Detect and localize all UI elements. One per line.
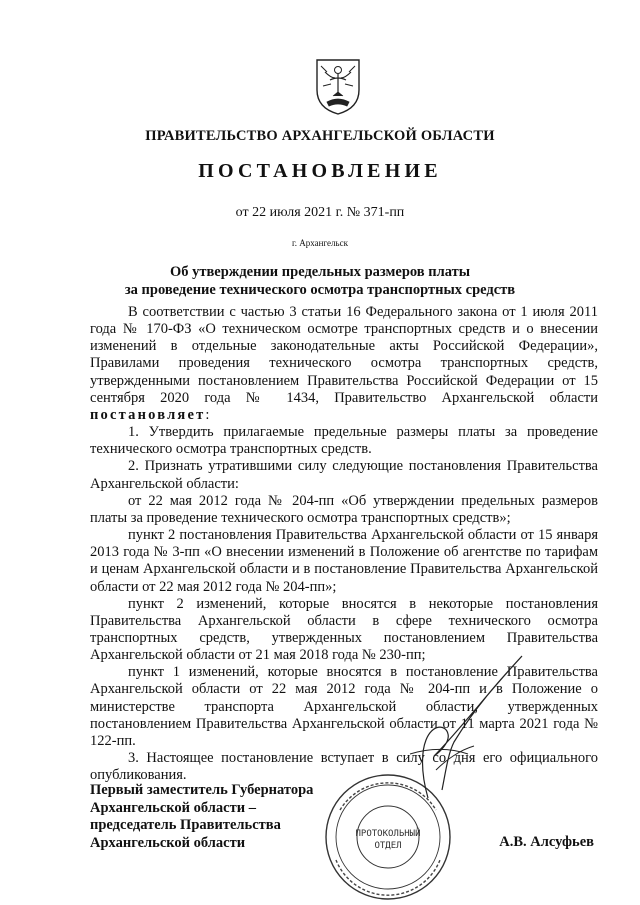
- handwritten-signature: [350, 650, 530, 800]
- subject-line-1: Об утверждении предельных размеров платы: [169, 264, 471, 280]
- paragraph-1: 1. Утвердить прилагаемые предельные размеры платы за проведение технического осмотра транспортных средств.: [90, 424, 598, 458]
- subject-line-2: за проведение технического осмотра транспортных средств: [124, 282, 516, 298]
- position-line-4: Архангельской области: [90, 834, 246, 851]
- position-line-3: председатель Правительства: [90, 817, 281, 833]
- document-date-number: от 22 июля 2021 г. № 371-пп: [235, 205, 405, 220]
- paragraph-2c: пункт 2 изменений, которые вносятся в некоторые постановления Правительства Архангельской области в сфере технического осмотра транспортных средств, утвержденных постановлением Правительства Архангельской области от 21 мая 2018 года № 230-пп;: [90, 595, 598, 664]
- paragraph-2d: пункт 1 изменений, которые вносятся в постановление Правительства Архангельской области от 22 мая 2012 года № 204-пп и в Положение о министерстве транспорта Архангельской области, утвержденных постановлением Правительства Архангельской области от 11 марта 2021 года № 122-пп.: [90, 664, 598, 749]
- document-subject: [0, 263, 640, 299]
- document-city: г. Архангельск: [292, 238, 348, 248]
- position-line-1: Первый заместитель Губернатора: [90, 782, 314, 798]
- document-type-title: ПОСТАНОВЛЕНИЕ: [198, 160, 442, 182]
- intro-text: В соответствии с частью 3 статьи 16 Федерального закона от 1 июля 2011 года № 170-ФЗ «О техническом осмотре транспортных средств и о внесении изменений в отдельные законодательные акты Российской Федерации», Правилами проведения технического осмотра транспортных средств, утвержденными постановлением Правительства Российской Федерации от 15 сентября 2020 года № 1434, Правительство Архангельской области: [90, 304, 598, 406]
- coat-of-arms-icon: [313, 56, 363, 116]
- signatory-position: [90, 782, 313, 852]
- stamp-center-line-1: ПРОТОКОЛЬНЫЙ: [355, 829, 421, 839]
- paragraph-2a: от 22 мая 2012 года № 204-пп «Об утверждении предельных размеров платы за проведение технического осмотра транспортных средств»;: [90, 492, 598, 526]
- stamp-center-line-2: ОТДЕЛ: [374, 841, 402, 851]
- paragraph-3: 3. Настоящее постановление вступает в силу со дня его официального опубликования.: [90, 750, 598, 784]
- position-line-2: Архангельской области –: [90, 799, 256, 816]
- signatory-name: А.В. Алсуфьев: [499, 834, 594, 850]
- paragraph-2b: пункт 2 постановления Правительства Архангельской области от 15 января 2013 года № 3-пп «О внесении изменений в Положение об агентстве по тарифам и ценам Архангельской области и в постановление Правительства Архангельской области от 22 мая 2012 года № 204-пп»;: [90, 527, 598, 595]
- government-name: ПРАВИТЕЛЬСТВО АРХАНГЕЛЬСКОЙ ОБЛАСТИ: [145, 128, 495, 144]
- paragraph-2: 2. Признать утратившими силу следующие постановления Правительства Архангельской области:: [90, 458, 598, 492]
- decree-keyword: постановляет: [90, 406, 206, 423]
- paragraph-intro: В соответствии с частью 3 статьи 16 Федерального закона от 1 июля 2011 года № 170-ФЗ «О техническом осмотре транспортных средств и о внесении изменений в отдельные законодательные акты Российской Федерации», Правилами проведения технического осмотра транспортных средств, утвержденными постановлением Правительства Российской Федерации от 15 сентября 2020 года № 1434, Правительство Архангельской области постановляет:: [90, 304, 598, 423]
